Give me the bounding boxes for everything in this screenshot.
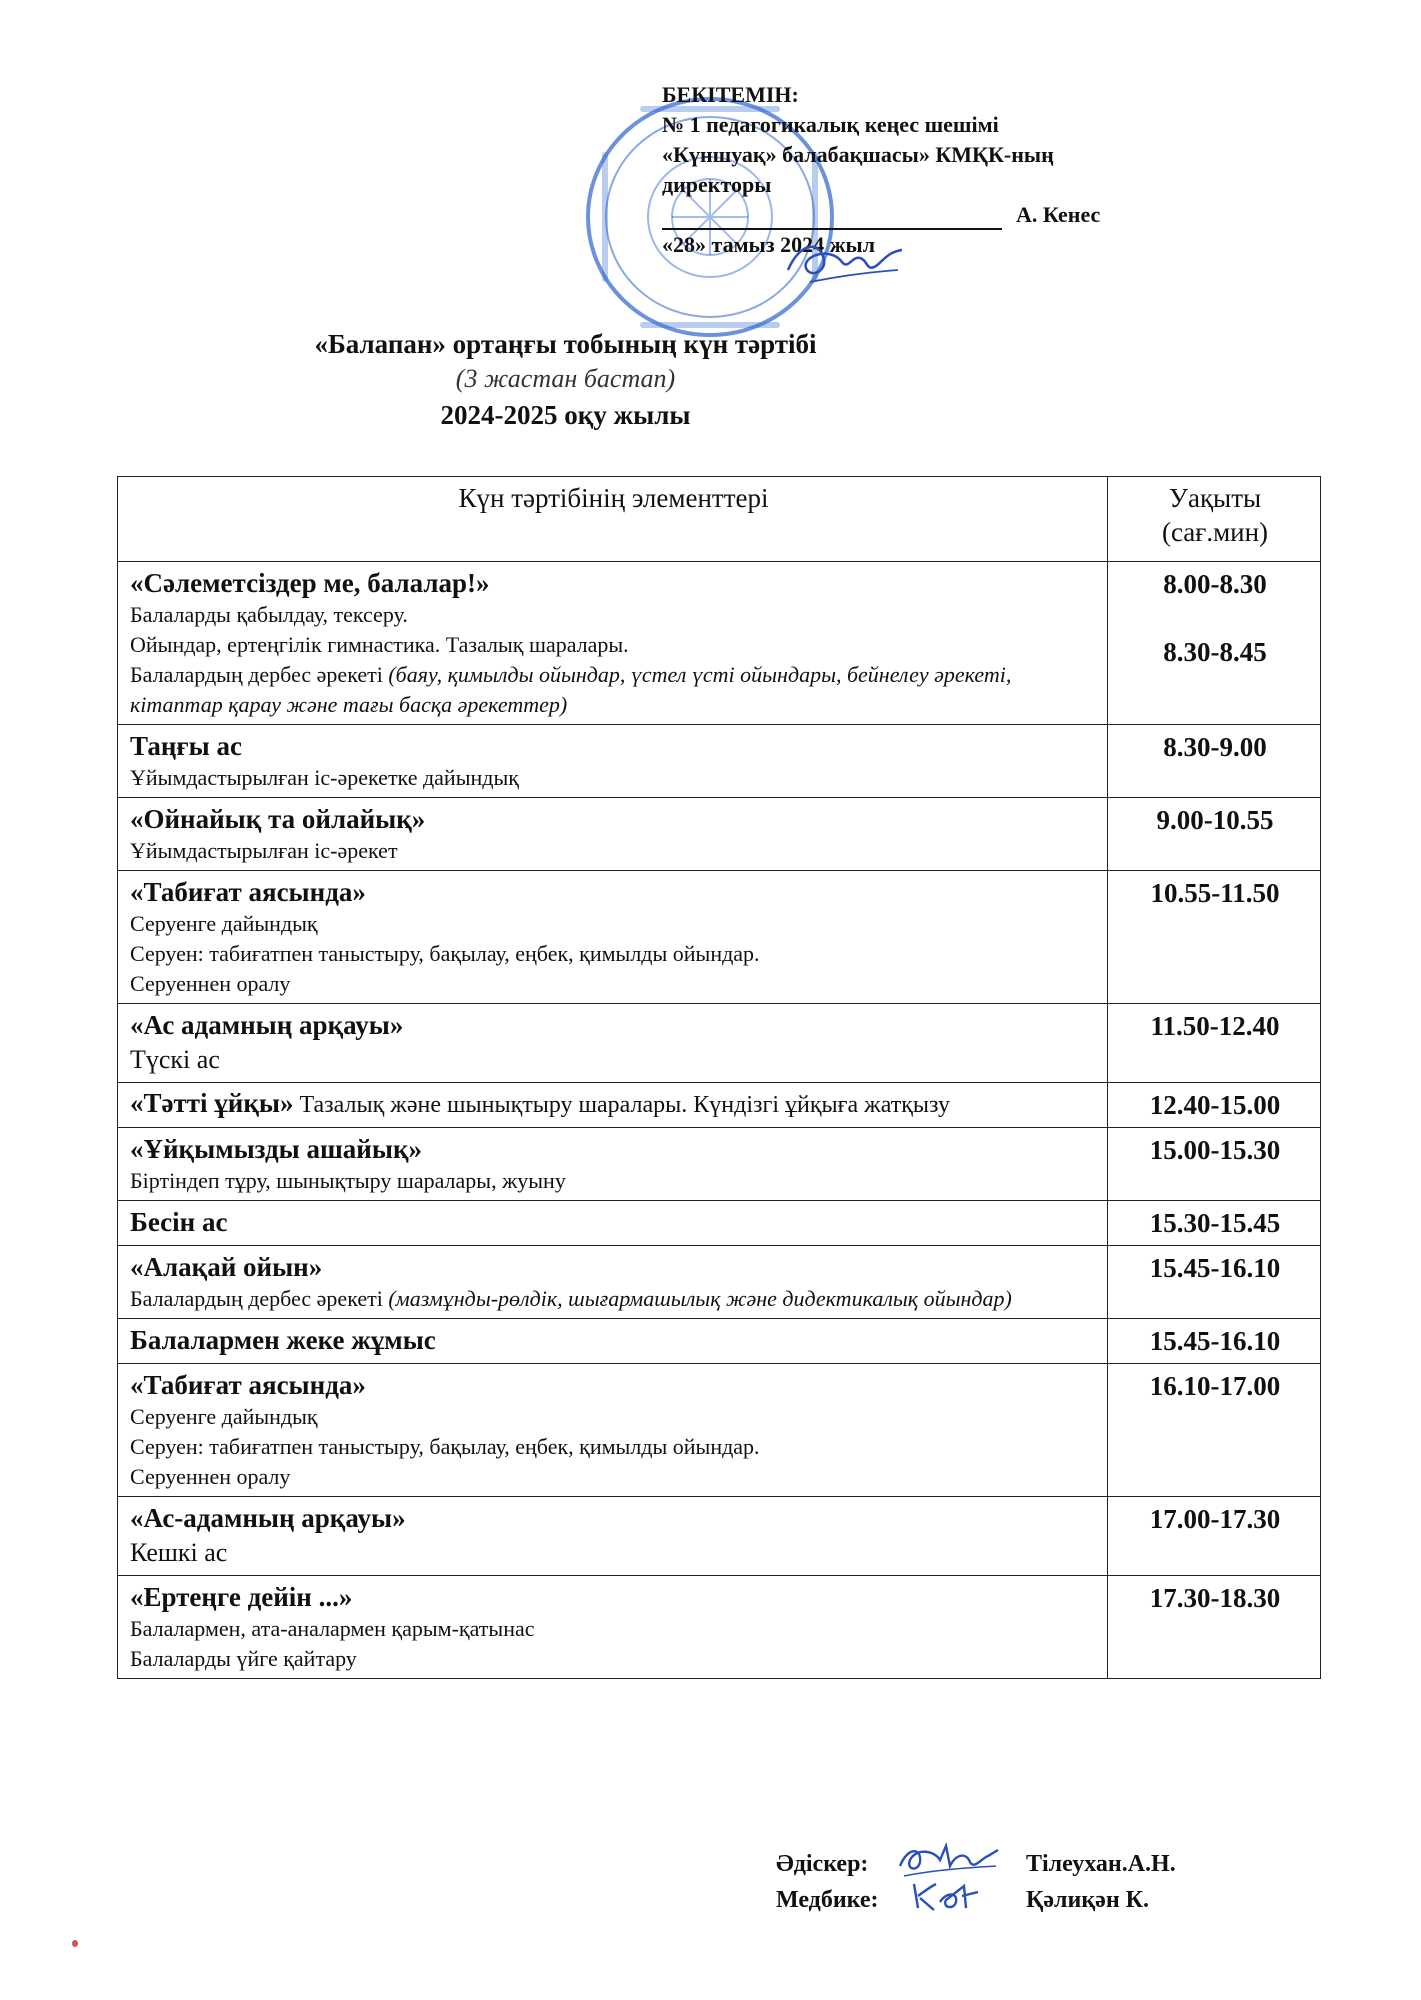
time-value: 10.55-11.50 — [1150, 878, 1280, 908]
nurse-role: Медбике: — [776, 1887, 879, 1913]
activity-line: Балаларды үйге қайтару — [130, 1646, 357, 1671]
time-value: 15.30-15.45 — [1149, 1208, 1281, 1238]
page-subtitle: (3 жастан бастап) — [455, 364, 676, 393]
director-name: А. Кенес — [1016, 202, 1101, 227]
activity-title: «Тәтті ұйқы» — [130, 1088, 294, 1118]
time-value: 17.30-18.30 — [1149, 1583, 1281, 1613]
activity-cell — [118, 562, 1108, 725]
scan-speck — [72, 1940, 78, 1947]
activity-title: «Ас адамның арқауы» — [130, 1010, 404, 1040]
approval-date: «28» тамыз 2024 жыл — [662, 232, 876, 257]
table-row — [118, 1004, 1321, 1083]
approval-block — [662, 80, 1302, 260]
time-cell — [1108, 1201, 1321, 1246]
activity-cell — [118, 1246, 1108, 1319]
time-value: 15.45-16.10 — [1149, 1253, 1281, 1283]
table-row — [118, 1319, 1321, 1364]
time-value: 11.50-12.40 — [1150, 1011, 1280, 1041]
activity-line: Түскі ас — [130, 1045, 220, 1074]
time-cell — [1108, 1004, 1321, 1083]
table-row — [118, 1364, 1321, 1497]
time-cell — [1108, 562, 1321, 725]
activity-cell — [118, 1004, 1108, 1083]
activity-title: «Ертеңге дейін ...» — [130, 1582, 353, 1612]
schedule-table — [117, 476, 1321, 1679]
activity-line: Балалармен, ата-аналармен қарым-қатынас — [130, 1616, 535, 1641]
activity-line: Серуенге дайындық — [130, 1404, 318, 1429]
methodist-name: Тілеухан.А.Н. — [1026, 1851, 1176, 1877]
activity-cell — [118, 1128, 1108, 1201]
activity-title: «Ұйқымызды ашайық» — [130, 1134, 423, 1164]
activity-line: Ойындар, ертеңгілік гимнастика. Тазалық шаралары. — [130, 632, 629, 657]
activity-title: «Сәлеметсіздер ме, балалар!» — [130, 568, 490, 598]
activity-line: Ұйымдастырылған іс-әрекетке дайындық — [130, 765, 519, 790]
time-value: 9.00-10.55 — [1156, 805, 1274, 835]
time-cell — [1108, 1497, 1321, 1576]
activity-title: Балалармен жеке жұмыс — [130, 1325, 436, 1355]
time-cell — [1108, 725, 1321, 798]
activity-line: Балаларды қабылдау, тексеру. — [130, 602, 408, 627]
time-value: 17.00-17.30 — [1149, 1504, 1281, 1534]
activity-cell — [118, 871, 1108, 1004]
header-time-line2: (сағ.мин) — [1161, 517, 1269, 547]
activity-line: Серуеннен оралу — [130, 971, 291, 996]
time-value: 8.30-9.00 — [1163, 732, 1267, 762]
time-cell — [1108, 1083, 1321, 1128]
activity-line: Серуеннен оралу — [130, 1464, 291, 1489]
activity-cell — [118, 1083, 1108, 1128]
approval-line-3: директоры — [662, 172, 772, 197]
table-row — [118, 871, 1321, 1004]
table-row — [118, 1201, 1321, 1246]
activity-cell — [118, 1201, 1108, 1246]
time-cell — [1108, 1364, 1321, 1497]
activity-cell — [118, 1319, 1108, 1364]
approval-line-2: «Күншуақ» балабақшасы» КМҚК-ның — [662, 142, 1054, 167]
header-elements: Күн тәртібінің элементтері — [118, 477, 1108, 562]
time-cell — [1108, 871, 1321, 1004]
activity-italic-note: (баяу, қимылды ойындар, үстел үсті ойындары, бейнелеу әрекеті, кітаптар қарау және тағы басқа әрекеттер) — [130, 662, 1012, 717]
activity-title: «Табиғат аясында» — [130, 1370, 366, 1400]
activity-italic-note: (мазмұнды-рөлдік, шығармашылық және дидектикалық ойындар) — [388, 1286, 1012, 1311]
time-value: 16.10-17.00 — [1149, 1371, 1281, 1401]
activity-line: Ұйымдастырылған іс-әрекет — [130, 838, 398, 863]
header-time-line1: Уақыты — [1168, 483, 1262, 513]
table-row — [118, 562, 1321, 725]
activity-line — [130, 1087, 1097, 1121]
table-header-row — [118, 477, 1321, 562]
activity-title: «Ас-адамның арқауы» — [130, 1503, 406, 1533]
page-title: «Балапан» ортаңғы тобының күн тәртібі — [314, 329, 817, 359]
approval-line-1: № 1 педагогикалық кеңес шешімі — [662, 112, 999, 137]
table-row — [118, 1083, 1321, 1128]
time-cell — [1108, 1576, 1321, 1679]
time-cell — [1108, 798, 1321, 871]
time-value: 8.00-8.30 — [1163, 569, 1267, 599]
activity-title: «Ойнайық та ойлайық» — [130, 804, 426, 834]
activity-title: «Алақай ойын» — [130, 1252, 323, 1282]
activity-text: Балалардың дербес әрекеті — [130, 662, 389, 687]
approval-heading: БЕКІТЕМІН: — [662, 82, 799, 107]
time-cell — [1108, 1246, 1321, 1319]
nurse-row — [776, 1882, 1176, 1918]
academic-year: 2024-2025 оқу жылы — [440, 400, 691, 430]
activity-line: Серуенге дайындық — [130, 911, 318, 936]
activity-cell — [118, 798, 1108, 871]
nurse-signature-icon — [906, 1872, 996, 1918]
methodist-role: Әдіскер: — [776, 1851, 869, 1877]
title-block — [0, 326, 1421, 434]
time-value: 15.00-15.30 — [1149, 1135, 1281, 1165]
time-cell — [1108, 1128, 1321, 1201]
time-value: 12.40-15.00 — [1149, 1090, 1281, 1120]
activity-title: Бесін ас — [130, 1207, 228, 1237]
activity-line — [130, 1284, 1097, 1314]
activity-cell — [118, 725, 1108, 798]
header-time — [1108, 477, 1321, 562]
time-value-2: 8.30-8.45 — [1163, 637, 1267, 667]
table-row — [118, 798, 1321, 871]
activity-cell — [118, 1364, 1108, 1497]
activity-text: Тазалық және шынықтыру шаралары. Күндізгі ұйқыға жатқызу — [293, 1092, 951, 1118]
time-value: 15.45-16.10 — [1149, 1326, 1281, 1356]
activity-title: «Табиғат аясында» — [130, 877, 366, 907]
table-row — [118, 1576, 1321, 1679]
director-signature-line — [662, 200, 1302, 230]
nurse-name: Қәлиқән К. — [1026, 1887, 1150, 1913]
footer-signatures — [776, 1846, 1176, 1918]
activity-line: Кешкі ас — [130, 1538, 228, 1567]
activity-cell — [118, 1497, 1108, 1576]
director-signature-icon — [780, 232, 910, 292]
activity-line: Серуен: табиғатпен таныстыру, бақылау, еңбек, қимылды ойындар. — [130, 941, 760, 966]
activity-line — [130, 660, 1097, 720]
activity-text: Балалардың дербес әрекеті — [130, 1286, 389, 1311]
activity-title: Таңғы ас — [130, 731, 242, 761]
time-cell — [1108, 1319, 1321, 1364]
table-row — [118, 1128, 1321, 1201]
table-row — [118, 1497, 1321, 1576]
signature-underline — [662, 202, 1002, 230]
table-row — [118, 1246, 1321, 1319]
activity-cell — [118, 1576, 1108, 1679]
activity-line: Біртіндеп тұру, шынықтыру шаралары, жуыну — [130, 1168, 566, 1193]
activity-line: Серуен: табиғатпен таныстыру, бақылау, еңбек, қимылды ойындар. — [130, 1434, 760, 1459]
table-row — [118, 725, 1321, 798]
